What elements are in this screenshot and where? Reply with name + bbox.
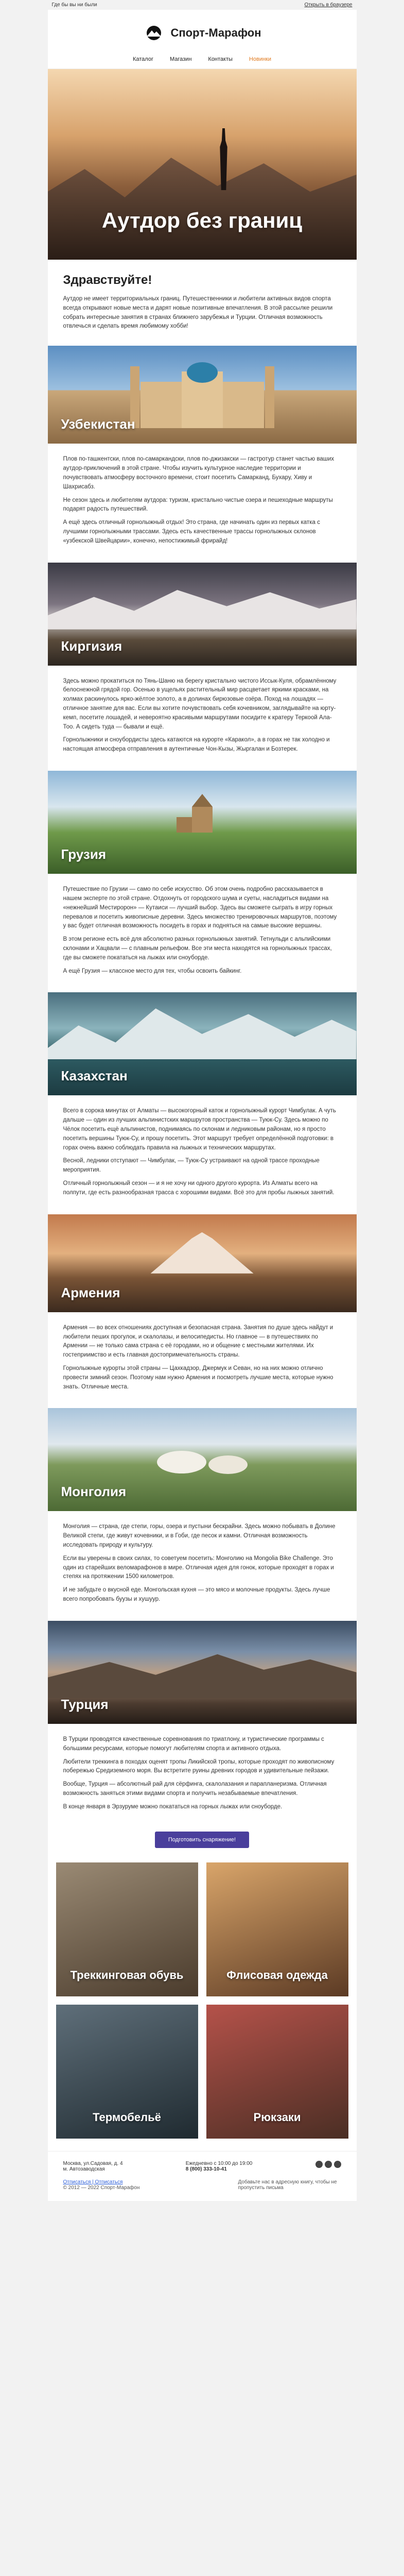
turkey-mountains (48, 1647, 357, 1698)
georgia-p1: Путешествие по Грузии — само по себе искусство. Об этом очень подробно рассказывается в нашем эксперте по этой стране. Отдохнуть от городского шума и суеты, насладиться видами на «нежнейший Местиророн» — Кутаиси — лучший выбор. Здесь вы сможете сыграть в игру горных перевалов и посетить живописные деревни. Здесь множество тренировочных маршрутов, поэтому у вас будет отличная возможность посидеть в горах и подняться на самые высокие вершины. (63, 886, 337, 929)
footer-bottom (48, 2176, 357, 2201)
uzbekistan-title: Узбекистан (61, 416, 135, 432)
copyright: © 2012 — 2022 Спорт-Марафон (63, 2184, 140, 2191)
tile-caption: Рюкзаки (253, 2111, 301, 2124)
nav-new[interactable]: Новинки (249, 56, 272, 62)
armenia-p1: Армения — во всех отношениях доступная и безопасная страна. Занятия по душе здесь найдут и любители пеших прогулок, и скалолазы, и велосипедисты. Но главное — в путешествиях по Армении — не только сама страна с её городами, но и общение с местными жителями. Их гостеприимство и есть главная достопримечательность страны. (63, 1324, 333, 1359)
tile-caption: Флисовая одежда (226, 1969, 328, 1982)
armenia-ararat (151, 1232, 254, 1274)
turkey-p1: В Турции проводятся качественные соревнования по триатлону, и туристические программы с большими ресурсами, которые помогут любителям спорта и активного отдыха. (63, 1736, 324, 1752)
greeting: Здравствуйте! (63, 273, 152, 287)
hero-image (48, 69, 357, 260)
tile-fleece[interactable] (206, 1862, 348, 1996)
kyrgyzstan-p1: Здесь можно прокатиться по Тянь-Шаню на берегу кристально чистого Иссык-Куля, обрамлённому белоснежной грядой гор. Осенью в ущельях растительный мир расцветает яркими красками, на холмах раскинулось ярко-жёлтое золото, а в долинах бирюзовые озёра. Поход на лошадях — отличное занятие для вас. Если вы хотите почувствовать себя кочевником, заглядывайте на юрту-кемп, посетите лошадей, и невероятно красивыми маршрутами посидите к кратеру Теркоой Ала-Тоо. А сидеть туда — бывали и ещё. (63, 677, 337, 730)
open-in-browser-link[interactable]: Открыть в браузере (304, 2, 353, 8)
hours: Ежедневно с 10:00 до 19:00 (185, 2160, 253, 2166)
georgia-p3: А ещё Грузия — классное место для тех, чтобы освоить байкинг. (63, 968, 242, 974)
product-grid (48, 1862, 357, 2151)
intro (48, 260, 357, 346)
brand-logo[interactable] (48, 10, 357, 56)
kazakhstan-title: Казахстан (61, 1068, 128, 1084)
mongolia-p3: И не забудьте о вкусной еде. Монгольская кухня — это мясо и молочные продукты. Здесь лучше всего попробовать буузы и хушуур. (63, 1587, 330, 1603)
yurt-icon (151, 1439, 254, 1475)
tile-thermal[interactable] (56, 2005, 198, 2139)
georgia-image (48, 771, 357, 874)
uzbekistan-p2: Не сезон здесь и любителям аутдора: туризм, кристально чистые озера и пешеходные маршруты подарят радость путешествий. (63, 497, 333, 513)
mongolia-text (48, 1511, 357, 1621)
turkey-text (48, 1724, 357, 1828)
turkey-image (48, 1621, 357, 1724)
tile-backpacks[interactable] (206, 2005, 348, 2139)
mongolia-image (48, 1408, 357, 1511)
kazakhstan-peaks (48, 1003, 357, 1059)
kazakhstan-p1: Всего в сорока минутах от Алматы — высокогорный каток и горнолыжный курорт Чимбулак. А чуть дальше — один из лучших альпинистских маршрутов пространства — Туюк-Су. Здесь можно по Чёлок посетить ещё альпинистов, поднимаясь по склонам и ледниковым районам, но я просто посетить вершины Туюк-Су, и прошу посетить. Этот маршрут требует определённой подготовки: в горах очень важно соблюдать правила на лыжных и технических маршрутах. (63, 1108, 336, 1151)
brand-name: Спорт-Марафон (170, 26, 261, 39)
turkey-title: Турция (61, 1696, 109, 1712)
uzbekistan-text (48, 444, 357, 562)
social-links (315, 2161, 341, 2172)
kyrgyzstan-peaks (48, 583, 357, 630)
mountain-logo-icon (143, 25, 165, 41)
footer-legal (63, 2179, 140, 2191)
mongolia-p2: Если вы уверены в своих силах, то советуем посетить: Монголию на Mongolia Bike Challenge. Это один из старейших веломарафонов в мире. Отличная идея для гонок, которые проходят в горах и степях на протяжении 1500 километров. (63, 1555, 334, 1580)
kazakhstan-p3: Отличный горнолыжный сезон — и я не хочу ни одного другого курорта. Из Алматы всего на полпути, где есть разнообразная трасса с хорошими видами. Всё это для пробы лыжных занятий. (63, 1180, 335, 1196)
tile-caption: Термобельё (93, 2111, 161, 2124)
turkey-p3: Вообще, Турция — абсолютный рай для сёрфинга, скалолазания и парапланеризма. Отличная возможность заняться этими видами спорта и получить незабываемые впечатления. (63, 1781, 327, 1797)
kyrgyzstan-image (48, 563, 357, 666)
kyrgyzstan-text (48, 666, 357, 771)
cta-wrap (48, 1828, 357, 1862)
uzbekistan-p1: Плов по-ташкентски, плов по-самаркандски, плов по-джизакски — гастротур станет частью ваших аутдор-приключений в этой стране. Чтобы изучить культурное наследие территории и почувствовать атмосферу восточного времени, стоит посетить Самарканд, Бухару, Хиву и Шахрисабз. (63, 456, 335, 490)
telegram-icon[interactable] (325, 2161, 332, 2168)
vk-icon[interactable] (315, 2161, 323, 2168)
footer (48, 2151, 357, 2176)
nav-contacts[interactable]: Контакты (208, 56, 233, 62)
kazakhstan-image (48, 992, 357, 1095)
unsubscribe-link[interactable]: Отписаться | Отписаться (63, 2179, 123, 2185)
mosque-icon (120, 361, 285, 428)
intro-text: Аутдор не имеет территориальных границ. Путешественники и любители активных видов спорта всегда открывают новые места и дарят новые позитивные впечатления. В этой рассылке решили собрать интересные занятия в странах ближнего зарубежья и Турции. Отличная возможность отвлечься и сделать время любимому хобби! (63, 296, 333, 330)
armenia-text (48, 1312, 357, 1409)
mongolia-p1: Монголия — страна, где степи, горы, озера и пустыни бескрайни. Здесь можно побывать в Долине Великой степи, где живут кочевники, и в Гоби, где песок и камни. Отличная возможность исследовать природу и культуру. (63, 1523, 336, 1548)
nav-shop[interactable]: Магазин (169, 56, 192, 62)
phone[interactable]: 8 (800) 333-10-41 (185, 2166, 227, 2172)
georgia-p2: В этом регионе есть всё для абсолютно разных горнолыжных занятий. Тетнульди с альпийскими склонами и Хацвали — с плавным рельефом. Все эти места находятся на горнолыжных трассах, где вы сможете покататься на лыжах или сноуборде. (63, 936, 332, 961)
uzbekistan-image (48, 346, 357, 444)
email-container (48, 10, 357, 2201)
turkey-p2: Любители треккинга в походах оценят тропы Ликийской тропы, которые проходят по живописному побережью Средиземного моря. Вы встретите руины древних городов и удивительные пейзажи. (63, 1758, 335, 1774)
kyrgyzstan-title: Киргизия (61, 638, 122, 654)
tile-caption: Треккинговая обувь (70, 1969, 184, 1982)
armenia-title: Армения (61, 1284, 120, 1300)
hero-person (218, 128, 230, 190)
kazakhstan-p2: Весной, ледники отступают — Чимбулак, — Туюк-Су устраивают на одной трассе проходные мероприятия. (63, 1158, 320, 1174)
preheader (48, 0, 357, 10)
main-nav (48, 56, 357, 69)
kazakhstan-text (48, 1095, 357, 1214)
armenia-p2: Горнолыжные курорты этой страны — Цахкадзор, Джермук и Севан, но на них можно отлично провести зимний сезон. Поэтому нам нужно Армения и посмотреть лучшие места, которые нужно знать. Отличные места. (63, 1365, 333, 1390)
preheader-text: Где бы вы ни были (51, 2, 97, 8)
church-icon (166, 791, 238, 838)
hero-mountains (48, 146, 357, 260)
footer-address (63, 2161, 123, 2172)
uzbekistan-p3: А ещё здесь отличный горнолыжный отдых! Это страна, где начинать один из первых катка с лучшими горнолыжными трассами. Здесь есть качественные трассы горнолыжных склонов «узбекской Швейцарии», конечно, непостижимый фрирайд! (63, 519, 320, 544)
nav-catalog[interactable]: Каталог (132, 56, 153, 62)
address-line: Москва, ул.Садовая, д. 4 (63, 2160, 123, 2166)
georgia-text (48, 874, 357, 992)
tile-trekking-shoes[interactable] (56, 1862, 198, 1996)
kyrgyzstan-p2: Горнолыжники и сноубордисты здесь катаются на курорте «Каракол», а в горах не так холодно и настоящая атмосфера отправления в аутентичные Чон-Кызы, Жыргалан и Бозтерек. (63, 737, 330, 753)
footer-contacts (186, 2161, 253, 2172)
georgia-title: Грузия (61, 846, 106, 862)
youtube-icon[interactable] (334, 2161, 341, 2168)
hero-title: Аутдор без границ (101, 208, 303, 232)
footer-note: Добавьте нас в адресную книгу, чтобы не пропустить письма (238, 2179, 337, 2191)
mongolia-title: Монголия (61, 1484, 127, 1500)
prepare-gear-button[interactable]: Подготовить снаряжение! (155, 1832, 249, 1848)
address-line-2: м. Автозаводская (63, 2166, 105, 2172)
armenia-image (48, 1214, 357, 1312)
turkey-p4: В конце января в Эрзуруме можно покататься на горных лыжах или сноуборде. (63, 1803, 283, 1810)
